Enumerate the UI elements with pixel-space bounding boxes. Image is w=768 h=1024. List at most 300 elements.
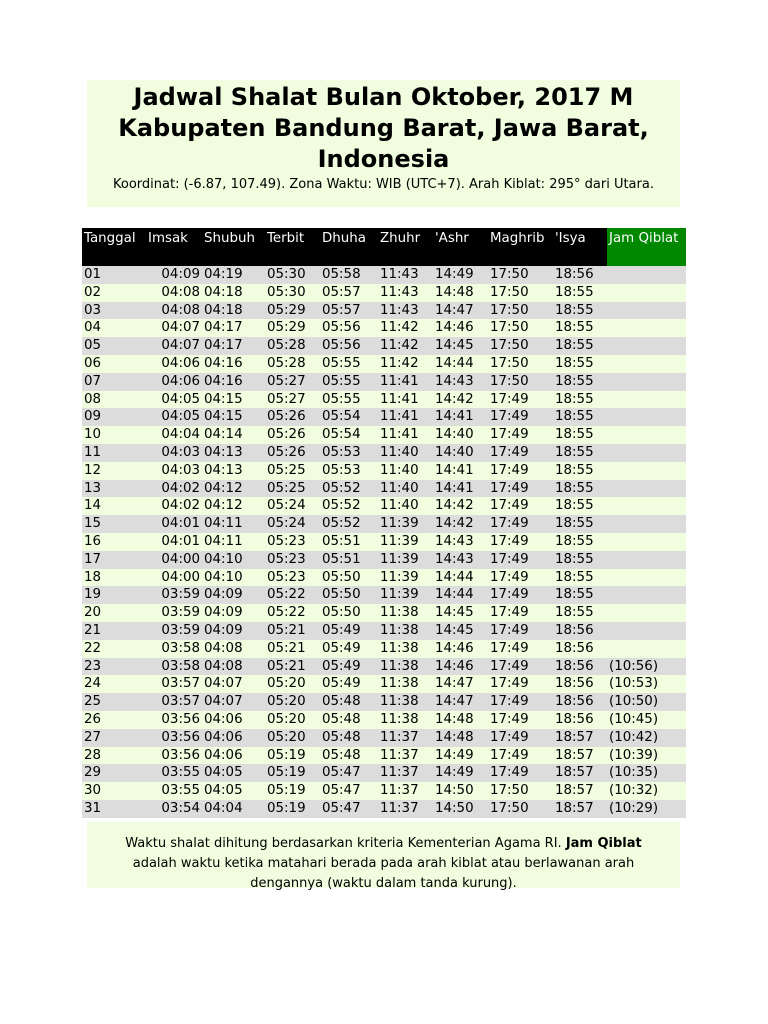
- table-cell: 04:09: [202, 586, 265, 604]
- table-row: [82, 586, 686, 604]
- table-cell: 30: [82, 782, 146, 800]
- table-cell: [607, 337, 686, 355]
- table-cell: 11:41: [378, 408, 433, 426]
- column-header: Maghrib: [488, 228, 553, 266]
- table-cell: 18:56: [553, 640, 607, 658]
- table-cell: 14:50: [433, 800, 488, 818]
- table-cell: 11:41: [378, 391, 433, 409]
- column-header: Zhuhr: [378, 228, 433, 266]
- table-cell: 05:19: [265, 800, 320, 818]
- table-cell: 04:13: [202, 444, 265, 462]
- table-cell: (10:50): [607, 693, 686, 711]
- table-cell: 05:26: [265, 408, 320, 426]
- table-cell: 14:41: [433, 480, 488, 498]
- table-cell: 11:38: [378, 604, 433, 622]
- column-header: Tanggal: [82, 228, 146, 266]
- table-cell: 04:02: [146, 497, 202, 515]
- table-row: [82, 284, 686, 302]
- table-row: [82, 551, 686, 569]
- table-cell: 11:38: [378, 711, 433, 729]
- table-cell: 11:43: [378, 302, 433, 320]
- coordinates-text: Koordinat: (-6.87, 107.49). Zona Waktu: WIB (UTC+7). Arah Kiblat: 295° dari Utara.: [113, 177, 654, 192]
- table-cell: 05:22: [265, 604, 320, 622]
- table-cell: 03:55: [146, 782, 202, 800]
- table-cell: 18:55: [553, 408, 607, 426]
- table-cell: 17:49: [488, 586, 553, 604]
- table-cell: (10:53): [607, 675, 686, 693]
- table-cell: 14:48: [433, 729, 488, 747]
- footer-text-2: adalah waktu ketika matahari berada pada arah kiblat atau berlawanan arah dengannya (waktu dalam tanda kurung).: [132, 856, 635, 891]
- table-cell: 11:39: [378, 569, 433, 587]
- table-cell: 18:55: [553, 569, 607, 587]
- table-cell: 11:37: [378, 764, 433, 782]
- table-row: [82, 426, 686, 444]
- table-cell: 14:44: [433, 586, 488, 604]
- table-cell: 14:41: [433, 408, 488, 426]
- table-cell: 07: [82, 373, 146, 391]
- table-cell: 18:57: [553, 747, 607, 765]
- table-cell: 03:57: [146, 675, 202, 693]
- table-cell: 04:07: [146, 337, 202, 355]
- table-cell: 17:49: [488, 569, 553, 587]
- table-cell: 05:53: [320, 444, 378, 462]
- table-cell: 27: [82, 729, 146, 747]
- table-row: [82, 462, 686, 480]
- table-cell: 14:40: [433, 444, 488, 462]
- table-cell: [607, 302, 686, 320]
- table-cell: 11: [82, 444, 146, 462]
- table-cell: 14:48: [433, 711, 488, 729]
- table-cell: 04:15: [202, 408, 265, 426]
- table-cell: 04:11: [202, 515, 265, 533]
- table-cell: 05:29: [265, 302, 320, 320]
- column-header: Shubuh: [202, 228, 265, 266]
- table-cell: 05:28: [265, 337, 320, 355]
- table-cell: 14:49: [433, 764, 488, 782]
- table-cell: 04:16: [202, 373, 265, 391]
- table-row: [82, 302, 686, 320]
- table-cell: 04:08: [146, 302, 202, 320]
- table-cell: 18: [82, 569, 146, 587]
- table-cell: 04:14: [202, 426, 265, 444]
- table-cell: (10:29): [607, 800, 686, 818]
- table-cell: 04:10: [202, 569, 265, 587]
- column-header: 'Isya: [553, 228, 607, 266]
- table-row: [82, 355, 686, 373]
- table-cell: 26: [82, 711, 146, 729]
- table-cell: [607, 266, 686, 284]
- table-cell: 05:26: [265, 444, 320, 462]
- table-cell: 11:39: [378, 551, 433, 569]
- table-cell: 18:55: [553, 604, 607, 622]
- column-header: Imsak: [146, 228, 202, 266]
- table-cell: 05:49: [320, 658, 378, 676]
- table-cell: 01: [82, 266, 146, 284]
- title-line-1: Jadwal Shalat Bulan Oktober, 2017 M: [133, 83, 634, 111]
- table-cell: 05:24: [265, 515, 320, 533]
- table-cell: 04:06: [202, 711, 265, 729]
- table-cell: 05:21: [265, 640, 320, 658]
- table-cell: (10:56): [607, 658, 686, 676]
- table-cell: 04:12: [202, 497, 265, 515]
- table-cell: 04:11: [202, 533, 265, 551]
- table-cell: 18:55: [553, 319, 607, 337]
- table-cell: 11:38: [378, 622, 433, 640]
- table-cell: [607, 622, 686, 640]
- table-cell: 18:55: [553, 515, 607, 533]
- table-cell: 05:57: [320, 302, 378, 320]
- column-header: Dhuha: [320, 228, 378, 266]
- table-cell: 22: [82, 640, 146, 658]
- table-cell: 03:56: [146, 711, 202, 729]
- table-cell: 11:39: [378, 533, 433, 551]
- table-cell: 14:46: [433, 658, 488, 676]
- table-cell: 14:42: [433, 515, 488, 533]
- table-cell: 05:20: [265, 729, 320, 747]
- table-cell: 23: [82, 658, 146, 676]
- table-cell: (10:35): [607, 764, 686, 782]
- table-cell: 11:38: [378, 640, 433, 658]
- table-row: [82, 444, 686, 462]
- table-cell: 11:37: [378, 747, 433, 765]
- table-cell: 14:46: [433, 319, 488, 337]
- table-cell: 05:50: [320, 569, 378, 587]
- table-cell: [607, 497, 686, 515]
- table-cell: [607, 586, 686, 604]
- table-cell: 18:55: [553, 391, 607, 409]
- table-cell: 11:40: [378, 444, 433, 462]
- table-cell: 05:57: [320, 284, 378, 302]
- table-cell: 04:05: [202, 782, 265, 800]
- table-cell: 04: [82, 319, 146, 337]
- table-cell: 04:10: [202, 551, 265, 569]
- table-cell: 11:42: [378, 337, 433, 355]
- table-cell: 05:26: [265, 426, 320, 444]
- table-cell: 14:43: [433, 533, 488, 551]
- table-row: [82, 391, 686, 409]
- table-cell: 14:50: [433, 782, 488, 800]
- table-cell: 18:57: [553, 729, 607, 747]
- table-cell: 05:55: [320, 373, 378, 391]
- table-cell: 05:49: [320, 622, 378, 640]
- table-cell: 11:38: [378, 693, 433, 711]
- table-cell: 05:25: [265, 480, 320, 498]
- table-cell: 14:46: [433, 640, 488, 658]
- table-cell: 04:07: [202, 675, 265, 693]
- table-cell: 11:40: [378, 480, 433, 498]
- table-row: [82, 800, 686, 818]
- table-cell: 05:55: [320, 391, 378, 409]
- page-title: [87, 80, 680, 175]
- table-cell: 18:55: [553, 462, 607, 480]
- table-cell: 21: [82, 622, 146, 640]
- table-cell: 17:50: [488, 782, 553, 800]
- table-cell: 11:38: [378, 675, 433, 693]
- table-cell: 11:39: [378, 586, 433, 604]
- table-cell: 05:54: [320, 426, 378, 444]
- table-cell: 05:30: [265, 284, 320, 302]
- table-cell: 19: [82, 586, 146, 604]
- table-cell: 16: [82, 533, 146, 551]
- table-row: [82, 693, 686, 711]
- table-cell: [607, 391, 686, 409]
- table-cell: 05:48: [320, 729, 378, 747]
- table-cell: 11:39: [378, 515, 433, 533]
- table-row: [82, 640, 686, 658]
- table-cell: 05:23: [265, 551, 320, 569]
- table-cell: 03: [82, 302, 146, 320]
- table-cell: [607, 284, 686, 302]
- table-cell: 08: [82, 391, 146, 409]
- table-cell: [607, 373, 686, 391]
- table-cell: 14:41: [433, 462, 488, 480]
- table-cell: 03:59: [146, 604, 202, 622]
- table-cell: 18:55: [553, 355, 607, 373]
- table-cell: 17:49: [488, 747, 553, 765]
- table-cell: 04:07: [146, 319, 202, 337]
- table-cell: 05:48: [320, 747, 378, 765]
- table-cell: 17: [82, 551, 146, 569]
- table-cell: 14:44: [433, 355, 488, 373]
- table-cell: 17:49: [488, 515, 553, 533]
- title-line-3: Indonesia: [317, 145, 450, 173]
- table-cell: 04:08: [146, 284, 202, 302]
- table-cell: 17:49: [488, 622, 553, 640]
- table-cell: [607, 604, 686, 622]
- table-cell: 11:43: [378, 266, 433, 284]
- table-cell: 14:42: [433, 391, 488, 409]
- table-cell: 05:53: [320, 462, 378, 480]
- table-cell: 11:41: [378, 373, 433, 391]
- table-cell: 25: [82, 693, 146, 711]
- table-cell: 17:49: [488, 711, 553, 729]
- table-cell: 05:21: [265, 658, 320, 676]
- table-cell: 17:49: [488, 426, 553, 444]
- table-cell: 04:09: [146, 266, 202, 284]
- table-cell: 14:45: [433, 622, 488, 640]
- table-cell: 05:24: [265, 497, 320, 515]
- table-cell: 05:21: [265, 622, 320, 640]
- table-cell: 05:28: [265, 355, 320, 373]
- table-row: [82, 480, 686, 498]
- table-cell: 04:13: [202, 462, 265, 480]
- table-cell: 04:18: [202, 302, 265, 320]
- table-cell: 04:17: [202, 319, 265, 337]
- table-cell: 05:55: [320, 355, 378, 373]
- footer-note: [87, 834, 680, 894]
- table-cell: 03:56: [146, 729, 202, 747]
- column-header: Terbit: [265, 228, 320, 266]
- table-cell: 20: [82, 604, 146, 622]
- table-cell: 11:37: [378, 729, 433, 747]
- table-cell: (10:42): [607, 729, 686, 747]
- table-cell: 17:50: [488, 355, 553, 373]
- table-cell: 17:49: [488, 729, 553, 747]
- table-cell: [607, 480, 686, 498]
- table-cell: 18:55: [553, 497, 607, 515]
- table-row: [82, 729, 686, 747]
- table-cell: 04:17: [202, 337, 265, 355]
- table-cell: 05:20: [265, 693, 320, 711]
- table-cell: 05:30: [265, 266, 320, 284]
- table-cell: 18:55: [553, 302, 607, 320]
- table-cell: 29: [82, 764, 146, 782]
- table-cell: 11:37: [378, 782, 433, 800]
- table-cell: 04:06: [202, 747, 265, 765]
- table-cell: 09: [82, 408, 146, 426]
- table-cell: 04:01: [146, 515, 202, 533]
- table-cell: 04:08: [202, 640, 265, 658]
- table-cell: 04:15: [202, 391, 265, 409]
- table-cell: 05:29: [265, 319, 320, 337]
- table-cell: [607, 408, 686, 426]
- table-cell: 14:43: [433, 373, 488, 391]
- table-cell: 11:38: [378, 658, 433, 676]
- table-cell: 04:16: [202, 355, 265, 373]
- table-cell: 14: [82, 497, 146, 515]
- table-cell: (10:39): [607, 747, 686, 765]
- table-cell: 03:59: [146, 586, 202, 604]
- table-cell: 05:27: [265, 391, 320, 409]
- table-row: [82, 373, 686, 391]
- table-cell: 18:55: [553, 426, 607, 444]
- table-cell: 04:01: [146, 533, 202, 551]
- column-header: 'Ashr: [433, 228, 488, 266]
- table-cell: 17:49: [488, 444, 553, 462]
- table-cell: [607, 569, 686, 587]
- table-cell: 04:03: [146, 444, 202, 462]
- table-cell: 05:23: [265, 533, 320, 551]
- table-cell: 06: [82, 355, 146, 373]
- table-cell: 18:56: [553, 658, 607, 676]
- table-row: [82, 497, 686, 515]
- table-cell: 17:49: [488, 675, 553, 693]
- table-cell: 14:47: [433, 302, 488, 320]
- title-line-2: Kabupaten Bandung Barat, Jawa Barat,: [118, 114, 649, 142]
- table-cell: 17:50: [488, 284, 553, 302]
- table-cell: 17:49: [488, 693, 553, 711]
- table-cell: 05:20: [265, 675, 320, 693]
- table-cell: 17:49: [488, 533, 553, 551]
- table-row: [82, 747, 686, 765]
- table-cell: [607, 426, 686, 444]
- table-cell: 05:19: [265, 764, 320, 782]
- prayer-schedule-table: [82, 228, 686, 818]
- table-cell: 17:49: [488, 658, 553, 676]
- footer-text-1: Waktu shalat dihitung berdasarkan kriteria Kementerian Agama RI.: [125, 836, 566, 851]
- table-cell: 17:49: [488, 764, 553, 782]
- table-cell: [607, 533, 686, 551]
- table-cell: 14:47: [433, 693, 488, 711]
- table-cell: 11:41: [378, 426, 433, 444]
- table-cell: 05:20: [265, 711, 320, 729]
- table-row: [82, 266, 686, 284]
- table-cell: 05:47: [320, 782, 378, 800]
- table-cell: 17:50: [488, 373, 553, 391]
- table-cell: 03:57: [146, 693, 202, 711]
- table-row: [82, 604, 686, 622]
- table-cell: 05:23: [265, 569, 320, 587]
- table-cell: 14:44: [433, 569, 488, 587]
- table-cell: 04:05: [146, 408, 202, 426]
- table-cell: 04:06: [146, 373, 202, 391]
- table-cell: 18:57: [553, 782, 607, 800]
- footer-bold-term: Jam Qiblat: [565, 836, 642, 851]
- table-cell: (10:45): [607, 711, 686, 729]
- table-cell: 05:25: [265, 462, 320, 480]
- table-cell: 14:49: [433, 747, 488, 765]
- table-cell: 05:51: [320, 551, 378, 569]
- table-cell: 04:09: [202, 622, 265, 640]
- table-cell: 14:45: [433, 604, 488, 622]
- table-cell: 18:56: [553, 693, 607, 711]
- header-box: [87, 80, 680, 207]
- table-cell: 05:56: [320, 337, 378, 355]
- table-cell: [607, 444, 686, 462]
- table-cell: [607, 319, 686, 337]
- table-cell: 11:43: [378, 284, 433, 302]
- table-cell: 05:50: [320, 604, 378, 622]
- column-header: Jam Qiblat: [607, 228, 686, 266]
- table-cell: 04:18: [202, 284, 265, 302]
- table-cell: [607, 462, 686, 480]
- table-cell: 03:56: [146, 747, 202, 765]
- table-cell: 28: [82, 747, 146, 765]
- table-cell: 03:55: [146, 764, 202, 782]
- table-row: [82, 337, 686, 355]
- table-cell: 05:58: [320, 266, 378, 284]
- table-cell: 18:55: [553, 586, 607, 604]
- table-cell: [607, 515, 686, 533]
- table-cell: 14:49: [433, 266, 488, 284]
- table-cell: 14:40: [433, 426, 488, 444]
- table-cell: 04:05: [146, 391, 202, 409]
- table-cell: 05:54: [320, 408, 378, 426]
- table-cell: 05:52: [320, 515, 378, 533]
- table-cell: 18:56: [553, 266, 607, 284]
- table-cell: 05:50: [320, 586, 378, 604]
- table-cell: 05:27: [265, 373, 320, 391]
- table-cell: 03:54: [146, 800, 202, 818]
- table-cell: 03:58: [146, 658, 202, 676]
- table-row: [82, 764, 686, 782]
- table-cell: 04:04: [202, 800, 265, 818]
- table-cell: 11:40: [378, 462, 433, 480]
- table-cell: 04:00: [146, 569, 202, 587]
- table-cell: 13: [82, 480, 146, 498]
- table-cell: 05:47: [320, 800, 378, 818]
- table-cell: 05:19: [265, 782, 320, 800]
- table-cell: 02: [82, 284, 146, 302]
- table-cell: 05:52: [320, 497, 378, 515]
- table-cell: 05:19: [265, 747, 320, 765]
- table-cell: 17:50: [488, 302, 553, 320]
- table-cell: 04:05: [202, 764, 265, 782]
- table-cell: 17:50: [488, 800, 553, 818]
- table-cell: 18:55: [553, 480, 607, 498]
- table-cell: [607, 551, 686, 569]
- table-cell: 11:37: [378, 800, 433, 818]
- table-row: [82, 319, 686, 337]
- table-cell: [607, 355, 686, 373]
- table-cell: 17:49: [488, 462, 553, 480]
- table-cell: 05:47: [320, 764, 378, 782]
- table-cell: 17:49: [488, 640, 553, 658]
- table-cell: [607, 640, 686, 658]
- table-cell: 17:49: [488, 480, 553, 498]
- table-cell: 11:42: [378, 319, 433, 337]
- table-cell: 04:08: [202, 658, 265, 676]
